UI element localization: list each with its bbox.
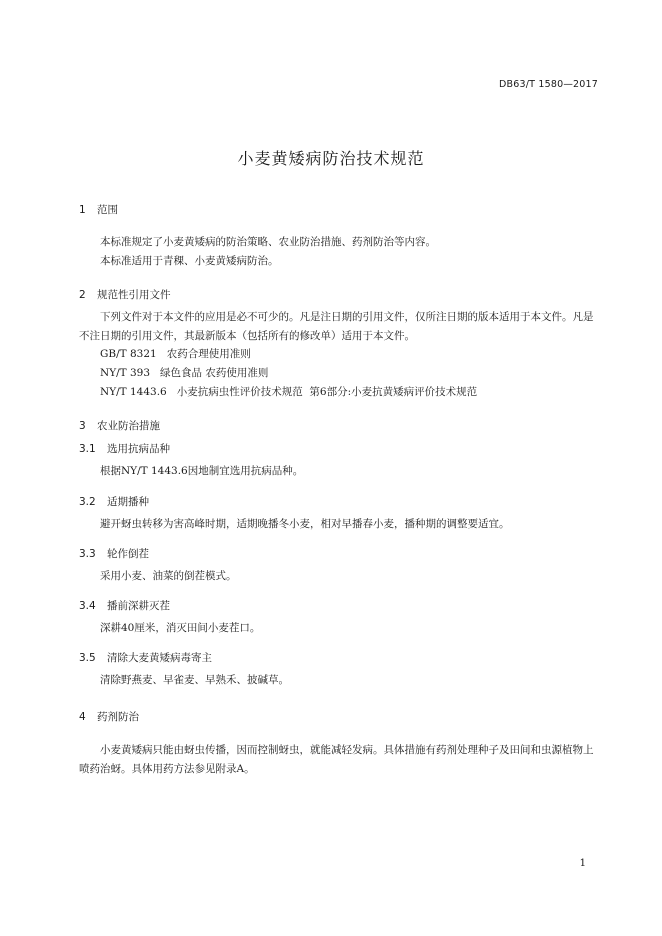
paragraph: 小麦黄矮病只能由蚜虫传播，因而控制蚜虫，就能减轻发病。具体措施有药剂处理种子及田间和虫源植物上喷药治蚜。具体用药方法参见附录A。 <box>79 744 594 775</box>
normative-reference: NY/T 1443.6 小麦抗病虫性评价技术规范 第6部分:小麦抗黄矮病评价技术规范 <box>100 386 478 398</box>
paragraph: 避开蚜虫转移为害高峰时期，适期晚播冬小麦，相对早播春小麦，播种期的调整要适宜。 <box>100 518 510 530</box>
document-title: 小麦黄矮病防治技术规范 <box>237 149 425 168</box>
section-title: 范围 <box>97 204 118 216</box>
section-4-heading <box>79 709 139 724</box>
section-number: 1 <box>79 204 86 216</box>
section-2-heading <box>79 287 171 302</box>
paragraph: 采用小麦、油菜的倒茬模式。 <box>100 570 237 582</box>
normative-reference: GB/T 8321 农药合理使用准则 <box>100 348 251 360</box>
subsection-heading <box>79 441 170 456</box>
subsection-title: 播前深耕灭茬 <box>107 600 170 612</box>
subsection-number: 3.5 <box>79 652 96 664</box>
paragraph: 下列文件对于本文件的应用是必不可少的。凡是注日期的引用文件，仅所注日期的版本适用于本文件。凡是不注日期的引用文件，其最新版本（包括所有的修改单）适用于本文件。 <box>79 311 594 342</box>
paragraph: 清除野燕麦、早雀麦、早熟禾、披碱草。 <box>100 674 289 686</box>
subsection-number: 3.4 <box>79 600 96 612</box>
subsection-number: 3.3 <box>79 548 96 560</box>
section-number: 3 <box>79 420 86 432</box>
standard-code: DB63/T 1580—2017 <box>499 79 598 90</box>
section-3-heading <box>79 418 160 433</box>
page-number: 1 <box>579 858 586 869</box>
subsection-number: 3.1 <box>79 443 96 455</box>
paragraph: 本标准适用于青稞、小麦黄矮病防治。 <box>100 255 279 267</box>
section-title: 规范性引用文件 <box>97 289 171 301</box>
normative-reference: NY/T 393 绿色食品 农药使用准则 <box>100 367 269 379</box>
subsection-title: 清除大麦黄矮病毒寄主 <box>107 652 212 664</box>
subsection-title: 选用抗病品种 <box>107 443 170 455</box>
subsection-title: 轮作倒茬 <box>107 548 149 560</box>
subsection-title: 适期播种 <box>107 496 149 508</box>
subsection-heading <box>79 598 170 613</box>
section-1-heading <box>79 202 118 217</box>
section-number: 2 <box>79 289 86 301</box>
paragraph: 根据NY/T 1443.6因地制宜选用抗病品种。 <box>100 465 304 477</box>
subsection-number: 3.2 <box>79 496 96 508</box>
subsection-heading <box>79 494 149 509</box>
section-title: 农业防治措施 <box>97 420 160 432</box>
section-number: 4 <box>79 711 86 723</box>
subsection-heading <box>79 546 149 561</box>
subsection-heading <box>79 650 212 665</box>
paragraph: 本标准规定了小麦黄矮病的防治策略、农业防治措施、药剂防治等内容。 <box>100 236 436 248</box>
paragraph: 深耕40厘米，消灭田间小麦茬口。 <box>100 622 261 634</box>
section-title: 药剂防治 <box>97 711 139 723</box>
